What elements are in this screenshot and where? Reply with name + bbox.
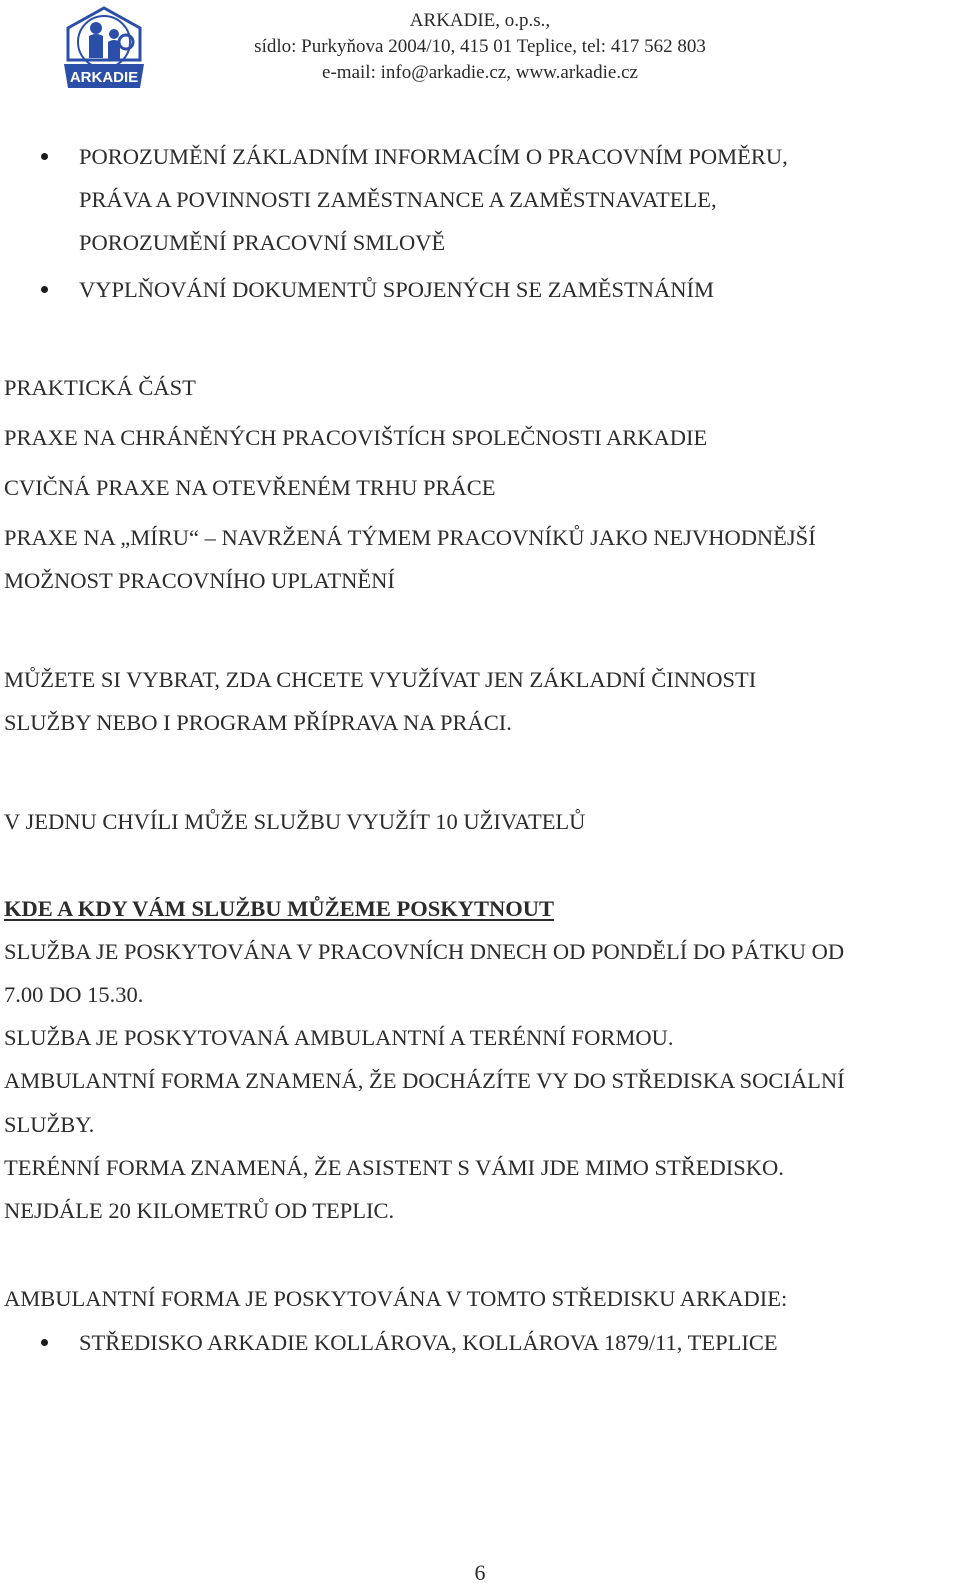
field-text: TERÉNNÍ FORMA ZNAMENÁ, ŽE ASISTENT S VÁMI JDE MIMO STŘEDISKO.: [4, 1155, 784, 1180]
ambulant-text: AMBULANTNÍ FORMA ZNAMENÁ, ŽE DOCHÁZÍTE VY DO STŘEDISKA SOCIÁLNÍ: [4, 1068, 845, 1093]
centre-intro: AMBULANTNÍ FORMA JE POSKYTOVÁNA V TOMTO STŘEDISKU ARKADIE:: [4, 1286, 788, 1311]
distance-text: NEJDÁLE 20 KILOMETRŮ OD TEPLIC.: [4, 1198, 395, 1223]
where-when-heading: KDE A KDY VÁM SLUŽBU MŮŽEME POSKYTNOUT: [4, 896, 555, 921]
practical-item: CVIČNÁ PRAXE NA OTEVŘENÉM TRHU PRÁCE: [4, 475, 496, 500]
form-text: SLUŽBA JE POSKYTOVANÁ AMBULANTNÍ A TERÉNNÍ FORMOU.: [4, 1025, 674, 1050]
page-number: 6: [474, 1560, 486, 1585]
logo-text: ARKADIE: [69, 69, 139, 86]
bullet-dot: [41, 286, 48, 293]
bullet-text-line: POROZUMĚNÍ PRACOVNÍ SMLOVĚ: [79, 230, 446, 255]
choice-text: MŮŽETE SI VYBRAT, ZDA CHCETE VYUŽÍVAT JEN ZÁKLADNÍ ČINNOSTI: [4, 667, 757, 692]
choice-text: SLUŽBY NEBO I PROGRAM PŘÍPRAVA NA PRÁCI.: [4, 710, 512, 735]
org-name: ARKADIE, o.p.s.,: [409, 10, 551, 31]
hours-text: SLUŽBA JE POSKYTOVÁNA V PRACOVNÍCH DNECH OD PONDĚLÍ DO PÁTKU OD: [4, 939, 845, 964]
section-title-practical: PRAKTICKÁ ČÁST: [4, 375, 196, 400]
practical-item: MOŽNOST PRACOVNÍHO UPLATNĚNÍ: [4, 568, 395, 593]
capacity-text: V JEDNU CHVÍLI MŮŽE SLUŽBU VYUŽÍT 10 UŽIVATELŮ: [4, 809, 586, 834]
ambulant-text: SLUŽBY.: [4, 1112, 95, 1137]
arkadie-logo: [56, 2, 152, 94]
org-address: sídlo: Purkyňova 2004/10, 415 01 Teplice, tel: 417 562 803: [254, 36, 706, 57]
bullet-dot: [41, 153, 48, 160]
centre-item: STŘEDISKO ARKADIE KOLLÁROVA, KOLLÁROVA 1879/11, TEPLICE: [79, 1330, 778, 1355]
practical-item: PRAXE NA CHRÁNĚNÝCH PRACOVIŠTÍCH SPOLEČNOSTI ARKADIE: [4, 425, 708, 450]
bullet-text-line: VYPLŇOVÁNÍ DOKUMENTŮ SPOJENÝCH SE ZAMĚSTNÁNÍM: [79, 277, 715, 302]
header-block: [200, 8, 760, 86]
hours-text: 7.00 DO 15.30.: [4, 982, 144, 1007]
bullet-text-line: POROZUMĚNÍ ZÁKLADNÍM INFORMACÍM O PRACOVNÍM POMĚRU,: [79, 144, 788, 169]
bullet-text-line: PRÁVA A POVINNOSTI ZAMĚSTNANCE A ZAMĚSTNAVATELE,: [79, 187, 717, 212]
practical-item: PRAXE NA „MÍRU“ – NAVRŽENÁ TÝMEM PRACOVNÍKŮ JAKO NEJVHODNĚJŠÍ: [4, 525, 816, 550]
bullet-dot: [41, 1339, 48, 1346]
org-contact: e-mail: info@arkadie.cz, www.arkadie.cz: [322, 62, 638, 83]
